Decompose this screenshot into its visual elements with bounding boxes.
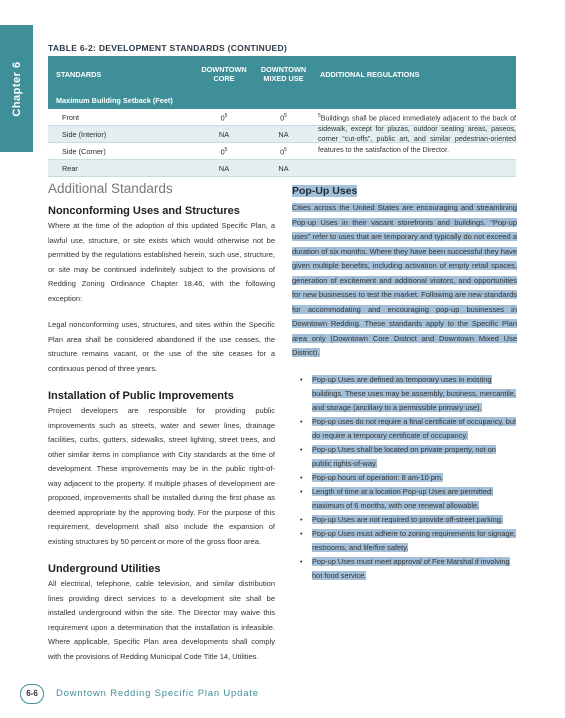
popup-heading: Pop-Up Uses: [292, 185, 358, 197]
table-footnote: $^5$Buildings shall be placed immediately adjacent to the back of sidewalk, except for plazas, outdoor seating areas, paseos, corner “cut-offs”, public art, and similar pedestrian-oriented features to the satisfaction of the Director.: [318, 113, 516, 154]
utilities-paragraph: All electrical, telephone, cable television, and similar distribution lines providing direct services to a development site shall be installed underground within the site. The Director may waive this requirement upon a determination that the installation is infeasible. Where applicable, Specific Plan area developments shall comply with the provisions of Redding Municipal Code Title 14, Utilities.: [48, 579, 275, 661]
header-downtown-mixed-use: DOWNTOWN MIXED USE: [260, 65, 307, 83]
popup-intro: Cities across the United States are encouraging and streamlining Pop-up Uses in their vacant storefronts and buildings. “Pop-up uses” refer to uses that are temporary and typically do not exceed a duration of six months. Where they have been successful they have given multiple benefits, including activation of empty retail spaces, generation of excitement and additional visitors, and opportunities for new businesses to test the market. Following are new standards for accommodating and encouraging pop-up businesses in Downtown Redding. These standards apply to the Specific Plan area only (Downtown Core District and Downtown Mixed Use District).: [292, 203, 517, 357]
cell-core: NA: [218, 130, 230, 139]
cell-mixed: NA: [278, 164, 289, 173]
chapter-tab: [0, 25, 33, 152]
cell-core: $0^5$: [220, 113, 228, 123]
list-item: • Pop-up Uses are defined as temporary uses in existing buildings. These uses may be assembly, business, mercantile, and storage (ancillary to a permissible primary use).: [300, 374, 516, 412]
cell-mixed: $0^5$: [280, 113, 287, 123]
row-label: Front: [62, 113, 80, 122]
cell-core: NA: [218, 164, 230, 173]
footer-title: Downtown Redding Specific Plan Update: [56, 688, 259, 699]
row-label: Side (Interior): [62, 130, 107, 139]
utilities-heading: Underground Utilities: [48, 563, 161, 575]
page-number: 6-6: [20, 684, 44, 704]
table-header-row: [48, 56, 516, 93]
page-footer: [20, 684, 520, 706]
list-item: • Pop-up Uses must meet approval of Fire Marshal if involving hot food service.: [300, 556, 510, 580]
table-row: [48, 160, 516, 177]
list-item: • Length of time at a location Pop-up Uses are permitted: maximum of 6 months, with one renewal allowable.: [300, 486, 494, 510]
popup-list: [292, 373, 517, 583]
list-item: • Pop-up Uses must adhere to zoning requirements for signage, restrooms, and life/fire safety.: [300, 528, 516, 552]
cell-mixed: NA: [278, 130, 289, 139]
left-column: [48, 205, 275, 664]
cell-core: $0^5$: [220, 147, 228, 157]
public-improvements-paragraph: Project developers are responsible for providing public improvements such as streets, water and sewer lines, drainage facilities, curbs, gutters, sidewalks, street lighting, street trees, and other similar items in compliance with City standards at the time of development. These improvements may be in the public right-of-way adjacent to the property. If multiple phases of development are proposed, improvements shall be installed during the first phase as deemed appropriate by the approving body. For the purpose of this requirement, development shall also include the expansion of existing structures by 50 percent or more of the gross floor area.: [48, 406, 275, 546]
header-additional-regulations: ADDITIONAL REGULATIONS: [320, 70, 420, 79]
nonconforming-paragraph-2: Legal nonconforming uses, structures, and sites within the Specific Plan area shall be considered abandoned if the use ceases, the structure remains vacant, or the use of the site ceases for a continuous period of three years.: [48, 320, 275, 373]
nonconforming-paragraph: Where at the time of the adoption of this updated Specific Plan, a lawful use, structure, or site exists which would otherwise not be permitted by the regulations established herein, such use, structure, or site may be continued indefinitely subject to the provisions of Redding Zoning Ordinance Chapter 18.46, with the following exception:: [48, 221, 275, 303]
chapter-tab-label: Chapter 6: [10, 60, 23, 117]
list-item: • Pop-up uses do not require a final certificate of occupancy, but do require a temporary certificate of occupancy.: [300, 416, 517, 440]
right-column: [292, 181, 517, 583]
cell-mixed: $0^5$: [280, 147, 287, 157]
public-improvements-heading: Installation of Public Improvements: [48, 390, 234, 402]
header-standards: STANDARDS: [56, 70, 102, 79]
list-item: • Pop-up hours of operation: 8 am-10 pm.: [300, 472, 444, 482]
nonconforming-heading: Nonconforming Uses and Structures: [48, 205, 240, 217]
header-downtown-core: DOWNTOWN CORE: [201, 65, 247, 83]
row-label: Rear: [62, 164, 78, 173]
row-label: Side (Corner): [62, 147, 106, 156]
section-label: Maximum Building Setback (Feet): [56, 96, 173, 105]
section-heading: Additional Standards: [48, 181, 173, 196]
list-item: • Pop-up Uses are not required to provide off-street parking.: [300, 514, 503, 524]
table-title: TABLE 6-2: DEVELOPMENT STANDARDS (CONTINUED): [48, 43, 288, 53]
list-item: • Pop-up Uses shall be located on private property, not on public rights-of-way.: [300, 444, 496, 468]
table-section-row: [48, 93, 516, 109]
